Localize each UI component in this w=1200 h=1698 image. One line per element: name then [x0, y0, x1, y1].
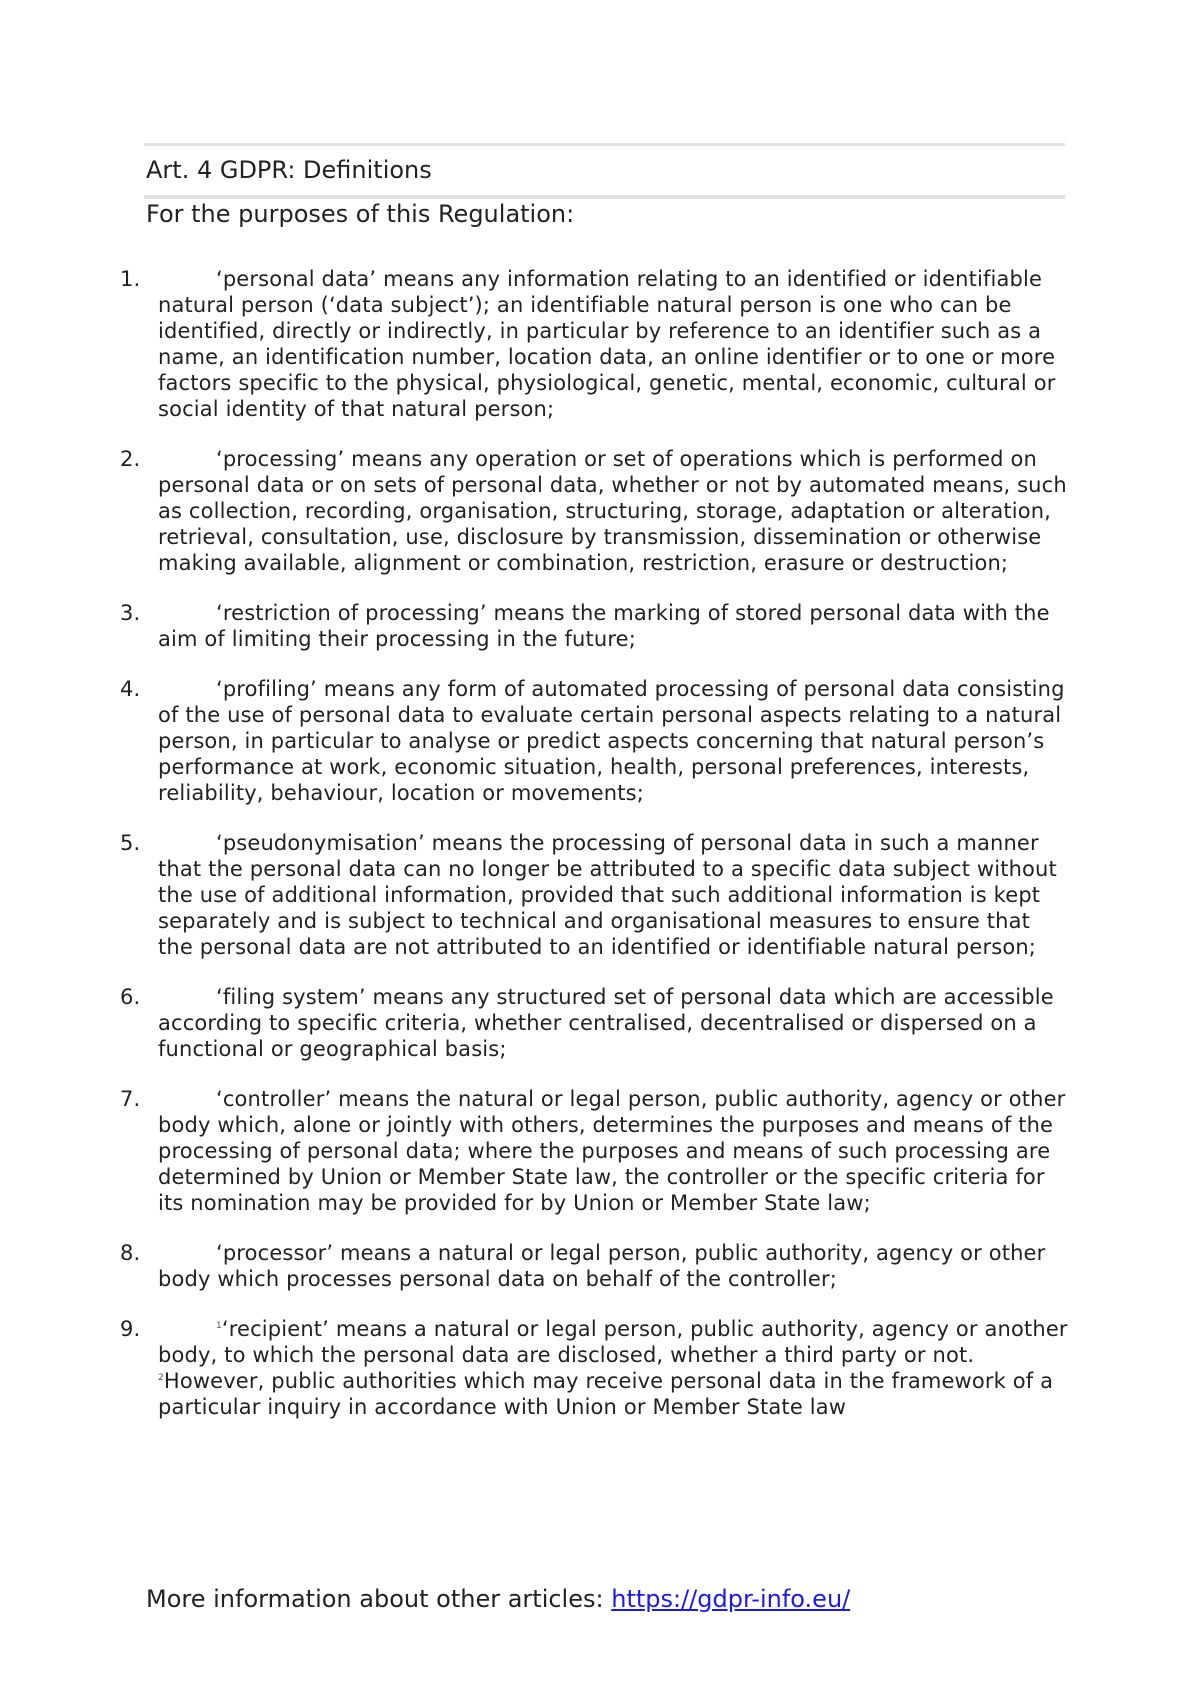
- footer-label: More information about other articles:: [146, 1585, 604, 1613]
- definition-item: [108, 266, 1068, 422]
- sentence-marker: 1: [216, 1321, 222, 1331]
- definition-text: ‘processing’ means any operation or set of operations which is performed on personal data or on sets of personal data, whether or not by automated means, such as collection, recording, organisation, structuring, storage, adaptation or alteration, retrieval, consultation, use, disclosure by transmission, dissemination or otherwise making available, alignment or combination, restriction, erasure or destruction;: [158, 447, 1067, 575]
- definition-text: ‘controller’ means the natural or legal person, public authority, agency or other body which, alone or jointly with others, determines the purposes and means of the processing of personal data; where the purposes and means of such processing are determined by Union or Member State law, the controller or the specific criteria for its nomination may be provided for by Union or Member State law;: [158, 1087, 1066, 1215]
- definition-text-continued: However, public authorities which may receive personal data in the framework of a particular inquiry in accordance with Union or Member State law: [158, 1369, 1054, 1419]
- sentence-marker: 2: [158, 1373, 164, 1383]
- intro-text: For the purposes of this Regulation:: [146, 200, 575, 228]
- definition-text: ‘personal data’ means any information relating to an identified or identifiable natural person (‘data subject’); an identifiable natural person is one who can be identified, directly or indirectly, in particular by reference to an identifier such as a name, an identification number, location data, an online identifier or to one or more factors specific to the physical, physiological, genetic, mental, economic, cultural or social identity of that natural person;: [158, 267, 1056, 421]
- definition-number: 7.: [120, 1087, 141, 1111]
- top-divider: [144, 143, 1065, 146]
- definition-text: ‘profiling’ means any form of automated processing of personal data consisting of the use of personal data to evaluate certain personal aspects relating to a natural person, in particular to analyse or predict aspects concerning that natural person’s performance at work, economic situation, health, personal preferences, interests, reliability, behaviour, location or movements;: [158, 677, 1065, 805]
- definition-text: ‘restriction of processing’ means the marking of stored personal data with the aim of limiting their processing in the future;: [158, 601, 1050, 651]
- definition-item: [108, 1086, 1068, 1216]
- definition-item: [108, 830, 1068, 960]
- definition-number: 3.: [120, 601, 141, 625]
- definition-item: [108, 1316, 1068, 1420]
- definition-item: [108, 600, 1068, 652]
- definition-number: 1.: [120, 267, 141, 291]
- definition-text: ‘processor’ means a natural or legal person, public authority, agency or other body which processes personal data on behalf of the controller;: [158, 1241, 1046, 1291]
- definition-text: ‘pseudonymisation’ means the processing of personal data in such a manner that the personal data can no longer be attributed to a specific data subject without the use of additional information, provided that such additional information is kept separately and is subject to technical and organisational measures to ensure that the personal data are not attributed to an identified or identifiable natural person;: [158, 831, 1057, 959]
- definition-number: 6.: [120, 985, 141, 1009]
- page-title: Art. 4 GDPR: Definitions: [146, 156, 432, 184]
- definition-text: ‘recipient’ means a natural or legal person, public authority, agency or another body, to which the personal data are disclosed, whether a third party or not.: [158, 1317, 1068, 1367]
- gdpr-info-link[interactable]: https://gdpr-info.eu/: [611, 1585, 851, 1613]
- definition-item: [108, 984, 1068, 1062]
- footer-info: [146, 1583, 850, 1615]
- definition-number: 2.: [120, 447, 141, 471]
- definition-number: 5.: [120, 831, 141, 855]
- definition-text: ‘filing system’ means any structured set of personal data which are accessible according to specific criteria, whether centralised, decentralised or dispersed on a functional or geographical basis;: [158, 985, 1054, 1061]
- definitions-list: [108, 266, 1068, 1444]
- definition-item: [108, 676, 1068, 806]
- definition-item: [108, 1240, 1068, 1292]
- definition-number: 9.: [120, 1317, 141, 1341]
- definition-number: 4.: [120, 677, 141, 701]
- definition-item: [108, 446, 1068, 576]
- definition-number: 8.: [120, 1241, 141, 1265]
